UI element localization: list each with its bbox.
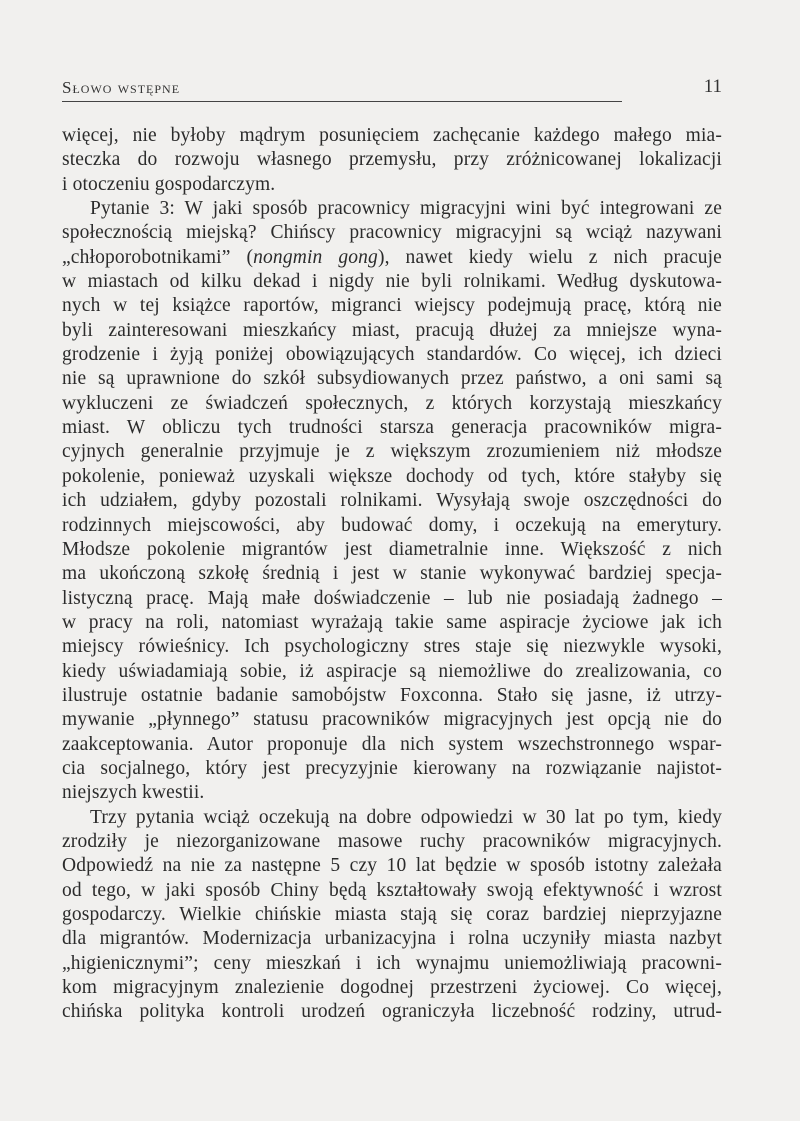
running-title: Słowo wstępne: [62, 78, 181, 97]
text-line: Młodsze pokolenie migrantów jest diametralnie inne. Większość z nich: [62, 538, 722, 560]
text-line: mywanie „płynnego” statusu pracowników migracyjnych jest opcją nie do: [62, 709, 722, 731]
text-line: w miastach od kilku dekad i nigdy nie byli rolnikami. Według dyskutowa-: [62, 271, 722, 293]
page-number: 11: [703, 76, 722, 97]
text-line: i otoczeniu gospodarczym.: [62, 173, 276, 195]
text-line: niejszych kwestii.: [62, 782, 205, 804]
italic-term: nongmin gong: [253, 246, 378, 268]
text-line: gospodarczy. Wielkie chińskie miasta stają się coraz bardziej nieprzyjazne: [62, 904, 722, 925]
text-line: cia socjalnego, który jest precyzyjnie kierowany na rozwiązanie najistot-: [62, 757, 722, 779]
text-line: cyjnych generalnie przyjmuje je z większym zrozumieniem niż młodsze: [62, 441, 722, 463]
text-line: ilustruje ostatnie badanie samobójstw Foxconna. Stało się jasne, iż utrzy-: [62, 684, 722, 706]
text-line: „chłoporobotnikami” (nongmin gong), nawet kiedy wielu z nich pracuje: [62, 246, 722, 268]
text-line: społecznością miejską? Chińscy pracownicy migracyjni są wciąż nazywani: [62, 222, 722, 244]
text-line: kom migracyjnym znalezienie dogodnej przestrzeni życiowej. Co więcej,: [62, 977, 722, 999]
text-line: nie są uprawnione do szkół subsydiowanych przez państwo, a oni sami są: [62, 368, 722, 390]
text-line: od tego, w jaki sposób Chiny będą kształtowały swoją efektywność i wzrost: [62, 879, 722, 901]
text-line: rodzinnych miejscowości, aby budować domy, i oczekują na emerytury.: [62, 514, 722, 536]
text-line: zrodziły je niezorganizowane masowe ruchy pracowników migracyjnych.: [62, 830, 722, 852]
text-line: chińska polityka kontroli urodzeń ograniczyła liczebność rodziny, utrud-: [62, 1001, 722, 1023]
text-line: steczka do rozwoju własnego przemysłu, przy zróżnicowanej lokalizacji: [62, 149, 722, 171]
text-line: Pytanie 3: W jaki sposób pracownicy migracyjni wini być integrowani ze: [90, 198, 722, 220]
text-line: miejscy rówieśnicy. Ich psychologiczny stres staje się niezwykle wysoki,: [62, 636, 722, 658]
text-line: byli zainteresowani mieszkańcy miast, pracują dłużej za mniejsze wyna-: [62, 319, 722, 341]
running-header: [62, 76, 722, 102]
text-line: wykluczeni ze świadczeń społecznych, z których korzystają mieszkańcy: [62, 392, 722, 414]
text-line: dla migrantów. Modernizacja urbanizacyjna i rolna uczyniły miasta nazbyt: [62, 928, 722, 950]
text-line: Trzy pytania wciąż oczekują na dobre odpowiedzi w 30 lat po tym, kiedy: [90, 806, 722, 828]
text-line: więcej, nie byłoby mądrym posunięciem zachęcanie każdego małego mia-: [62, 125, 722, 146]
header-rule: [62, 101, 622, 102]
text-line: listyczną pracę. Mają małe doświadczenie – lub nie posiadają żadnego –: [62, 587, 722, 609]
text-line: ich udziałem, gdyby pozostali rolnikami. Wysyłają swoje oszczędności do: [62, 490, 722, 512]
text-line: nych w tej książce raportów, migranci wiejscy podejmują pracę, którą nie: [62, 295, 722, 317]
text-line: miast. W obliczu tych trudności starsza generacja pracowników migra-: [62, 417, 722, 439]
body-text: [62, 124, 722, 1025]
text-line: w pracy na roli, natomiast wyrażają takie same aspiracje życiowe jak ich: [62, 611, 722, 633]
text-line: „higienicznymi”; ceny mieszkań i ich wynajmu uniemożliwiają pracowni-: [62, 952, 722, 974]
text-line: kiedy uświadamiają sobie, iż aspiracje są niemożliwe do zrealizowania, co: [62, 660, 722, 682]
text-line: ma ukończoną szkołę średnią i jest w stanie wykonywać bardziej specja-: [62, 563, 722, 585]
text-line: pokolenie, ponieważ uzyskali większe dochody od tych, które stałyby się: [62, 465, 722, 487]
text-line: Odpowiedź na nie za następne 5 czy 10 lat będzie w sposób istotny zależała: [62, 855, 722, 877]
text-line: zaakceptowania. Autor proponuje dla nich system wszechstronnego wspar-: [62, 733, 722, 755]
text-line: grodzenie i żyją poniżej obowiązujących standardów. Co więcej, ich dzieci: [62, 344, 722, 366]
